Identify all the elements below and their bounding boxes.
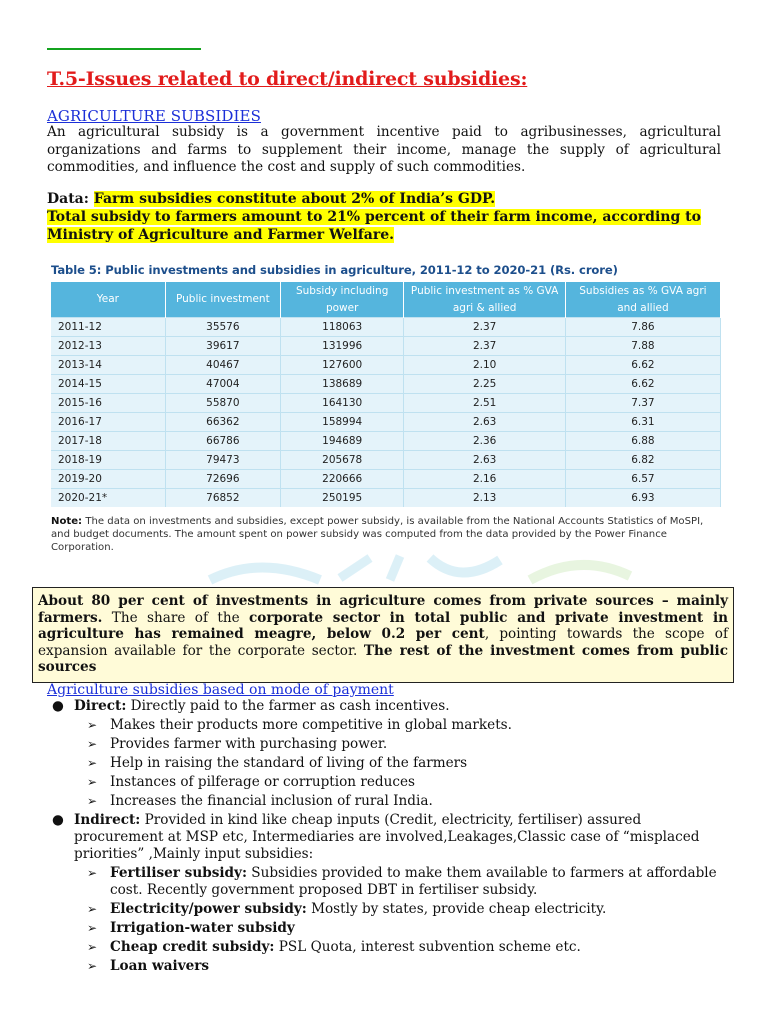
cell-subsidies-gva: 6.93 [565,489,720,508]
cell-subsidies-gva: 7.86 [565,318,720,337]
page-title: T.5-Issues related to direct/indirect subsidies: [47,68,528,90]
cell-year: 2015-16 [51,394,165,413]
table-row [51,451,721,470]
indirect-point [0,920,722,937]
box-public-sources: The rest of the investment comes from public sources [38,642,728,676]
cell-subsidy-power: 118063 [280,318,404,337]
cell-public-investment: 72696 [165,470,280,489]
arrow-bullet-icon: ➢ [87,775,98,789]
bullet-icon: ● [52,812,64,828]
table-row [51,413,721,432]
cell-subsidy-power: 194689 [280,432,404,451]
note-label: Note: [51,516,83,527]
direct-points [0,716,768,811]
indirect-point [0,958,722,975]
direct-point [0,716,722,735]
direct-point [0,792,722,811]
indirect-point [0,939,722,956]
cell-subsidies-gva: 7.37 [565,394,720,413]
box-private-share: About 80 per cent of investments in agriculture comes from private sources – mainly farmers. [38,593,728,626]
indirect-point-text: PSL Quota, interest subvention scheme etc. [274,939,581,955]
cell-year: 2019-20 [51,470,165,489]
arrow-bullet-icon: ➢ [87,718,98,732]
watermark-logo [200,550,640,590]
payment-mode-list [0,697,768,975]
table-row [51,470,721,489]
indirect-points [0,865,768,975]
table-caption: Table 5: Public investments and subsidies in agriculture, 2011-12 to 2020-21 (Rs. crore) [51,263,618,277]
direct-point [0,773,722,792]
table-header-row [51,282,721,318]
cell-year: 2016-17 [51,413,165,432]
investment-box [32,587,734,683]
direct-point [0,735,722,754]
indirect-point-label: Electricity/power subsidy: [110,901,307,917]
table-row [51,356,721,375]
table-row [51,394,721,413]
cell-year: 2013-14 [51,356,165,375]
indirect-point [0,901,722,918]
cell-year: 2017-18 [51,432,165,451]
cell-public-investment: 40467 [165,356,280,375]
table-row [51,337,721,356]
arrow-bullet-icon: ➢ [87,794,98,808]
box-corporate-share: corporate sector in total public and private investment in agriculture has remained meagre, below 0.2 per cent [38,609,728,643]
cell-investment-gva: 2.37 [404,318,565,337]
cell-year: 2018-19 [51,451,165,470]
direct-point-text: Provides farmer with purchasing power. [110,736,388,752]
cell-subsidy-power: 220666 [280,470,404,489]
direct-item [0,697,724,716]
table-row [51,375,721,394]
arrow-bullet-icon: ➢ [87,902,98,916]
cell-year: 2011-12 [51,318,165,337]
cell-subsidies-gva: 6.88 [565,432,720,451]
cell-subsidy-power: 131996 [280,337,404,356]
cell-investment-gva: 2.51 [404,394,565,413]
data-line-gdp: Farm subsidies constitute about 2% of India’s GDP. [93,191,496,207]
cell-subsidies-gva: 7.88 [565,337,720,356]
cell-year: 2020-21* [51,489,165,508]
cell-subsidy-power: 250195 [280,489,404,508]
cell-investment-gva: 2.10 [404,356,565,375]
top-divider [47,48,201,50]
arrow-bullet-icon: ➢ [87,756,98,770]
cell-investment-gva: 2.13 [404,489,565,508]
cell-investment-gva: 2.63 [404,413,565,432]
table-row [51,432,721,451]
section-heading[interactable]: AGRICULTURE SUBSIDIES [47,107,261,125]
header-subsidies-gva: Subsidies as % GVA agri and allied [565,282,720,318]
mode-heading[interactable]: Agriculture subsidies based on mode of payment [47,682,394,698]
cell-subsidies-gva: 6.62 [565,356,720,375]
cell-investment-gva: 2.36 [404,432,565,451]
table-note [51,515,723,554]
indirect-point-text: Subsidies provided to make them available to farmers at affordable cost. Recently government proposed DBT in fertiliser subsidy. [110,865,717,898]
cell-subsidy-power: 158994 [280,413,404,432]
data-line-income: Total subsidy to farmers amount to 21% percent of their farm income, according to Ministry of Agriculture and Farmer Welfare. [47,209,701,243]
data-label: Data: [47,191,89,207]
direct-text: Directly paid to the farmer as cash incentives. [126,698,450,714]
cell-public-investment: 76852 [165,489,280,508]
table-row [51,489,721,508]
arrow-bullet-icon: ➢ [87,940,98,954]
cell-public-investment: 47004 [165,375,280,394]
cell-public-investment: 66362 [165,413,280,432]
indirect-point-label: Cheap credit subsidy: [110,939,275,955]
cell-subsidies-gva: 6.31 [565,413,720,432]
intro-paragraph: An agricultural subsidy is a government incentive paid to agribusinesses, agricultural organizations and farms to supplement their income, manage the supply of agricultural commodities, and influence the cost and supply of such commodities. [47,124,721,175]
cell-investment-gva: 2.25 [404,375,565,394]
direct-point-text: Instances of pilferage or corruption reduces [110,774,416,790]
header-subsidy-power: Subsidy including power [280,282,404,318]
arrow-bullet-icon: ➢ [87,921,98,935]
direct-point-text: Help in raising the standard of living of the farmers [110,755,468,771]
box-text-b: , pointing towards the scope of expansion available for the corporate sector. [38,626,728,659]
header-public-investment: Public investment [165,282,280,318]
cell-subsidy-power: 127600 [280,356,404,375]
note-text: The data on investments and subsidies, except power subsidy, is available from the National Accounts Statistics of MoSPI, and budget documents. The amount spent on power subsidy was computed from the data provided by the Power Finance Corporation. [51,516,704,553]
cell-investment-gva: 2.63 [404,451,565,470]
cell-subsidies-gva: 6.62 [565,375,720,394]
cell-subsidy-power: 138689 [280,375,404,394]
indirect-point-label: Irrigation-water subsidy [110,920,295,936]
cell-public-investment: 79473 [165,451,280,470]
cell-subsidy-power: 205678 [280,451,404,470]
direct-label: Direct: [74,698,127,714]
cell-subsidies-gva: 6.82 [565,451,720,470]
cell-investment-gva: 2.16 [404,470,565,489]
indirect-point [0,865,722,899]
table-row [51,318,721,337]
arrow-bullet-icon: ➢ [87,737,98,751]
direct-point-text: Increases the financial inclusion of rural India. [110,793,433,809]
bullet-icon: ● [52,698,64,714]
cell-subsidies-gva: 6.57 [565,470,720,489]
indirect-point-label: Fertiliser subsidy: [110,865,247,881]
data-block [47,190,721,244]
cell-year: 2012-13 [51,337,165,356]
direct-point [0,754,722,773]
subsidy-table [51,282,721,507]
cell-investment-gva: 2.37 [404,337,565,356]
indirect-point-text: Mostly by states, provide cheap electricity. [306,901,607,917]
cell-subsidy-power: 164130 [280,394,404,413]
direct-point-text: Makes their products more competitive in global markets. [110,717,512,733]
cell-year: 2014-15 [51,375,165,394]
box-text-a: The share of the [102,609,250,626]
indirect-point-label: Loan waivers [110,958,210,974]
indirect-text: Provided in kind like cheap inputs (Credit, electricity, fertiliser) assured procurement at MSP etc, Intermediaries are involved,Leakages,Classic case of “misplaced priorities” ,Mainly input subsidies: [74,812,700,862]
header-year: Year [51,282,165,318]
cell-public-investment: 39617 [165,337,280,356]
cell-public-investment: 35576 [165,318,280,337]
arrow-bullet-icon: ➢ [87,866,98,880]
arrow-bullet-icon: ➢ [87,959,98,973]
indirect-item [0,812,724,863]
cell-public-investment: 66786 [165,432,280,451]
indirect-label: Indirect: [74,812,141,828]
cell-public-investment: 55870 [165,394,280,413]
header-investment-gva: Public investment as % GVA agri & allied [404,282,565,318]
